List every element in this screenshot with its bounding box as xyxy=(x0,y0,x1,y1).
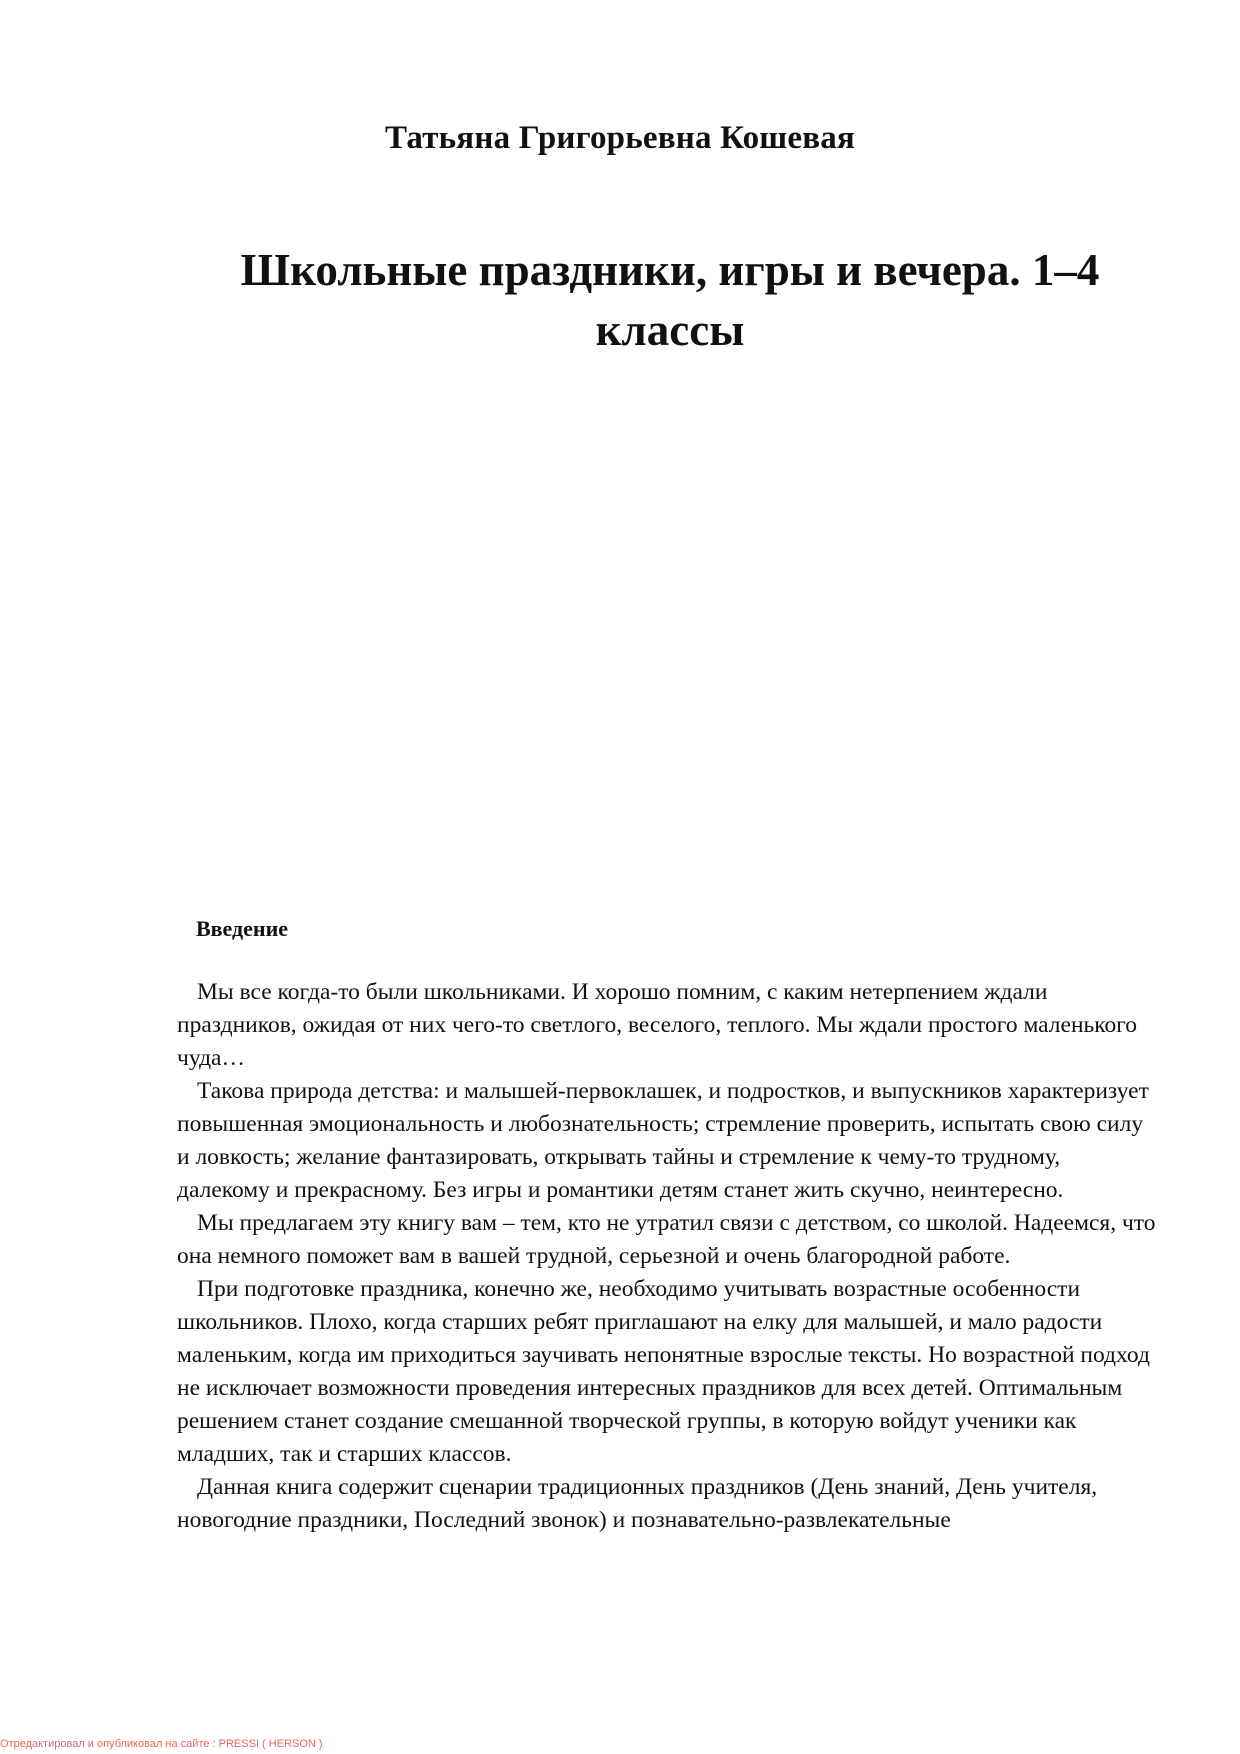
author-name: Татьяна Григорьевна Кошевая xyxy=(385,120,855,156)
footer-credit: Отредактировал и опубликовал на сайте : PRESSI ( HERSON ) xyxy=(0,1738,323,1750)
blank-illustration-area xyxy=(420,380,960,900)
body-text xyxy=(177,976,1157,1537)
paragraph: Мы предлагаем эту книгу вам – тем, кто не утратил связи с детством, со школой. Надеемся, что она немного поможет вам в вашей трудной, серьезной и очень благородной работе. xyxy=(177,1210,1156,1269)
book-title xyxy=(230,240,1110,360)
section-heading: Введение xyxy=(196,916,289,941)
paragraph: При подготовке праздника, конечно же, необходимо учитывать возрастные особенности школьников. Плохо, когда старших ребят приглашают на елку для малышей, и мало радости маленьким, когда им приходиться заучивать непонятные взрослые тексты. Но возрастной подход не исключает возможности проведения интересных праздников для всех детей. Оптимальным решением станет создание смешанной творческой группы, в которую войдут ученики как младших, так и старших классов. xyxy=(177,1276,1150,1467)
book-title-line-1: Школьные праздники, игры и вечера. 1–4 xyxy=(240,245,1100,295)
paragraph: Такова природа детства: и малышей-первоклашек, и подростков, и выпускников характеризует повышенная эмоциональность и любознательность; стремление проверить, испытать свою силу и ловкость; желание фантазировать, открывать тайны и стремление к чему-то трудному, далекому и прекрасному. Без игры и романтики детям станет жить скучно, неинтересно. xyxy=(177,1078,1149,1203)
paragraph: Данная книга содержит сценарии традиционных праздников (День знаний, День учителя, новогодние праздники, Последний звонок) и познавательно-развлекательные xyxy=(177,1474,1098,1533)
book-title-line-2: классы xyxy=(595,305,745,355)
paragraph: Мы все когда-то были школьниками. И хорошо помним, с каким нетерпением ждали праздников, ожидая от них чего-то светлого, веселого, теплого. Мы ждали простого маленького чуда… xyxy=(177,979,1138,1071)
